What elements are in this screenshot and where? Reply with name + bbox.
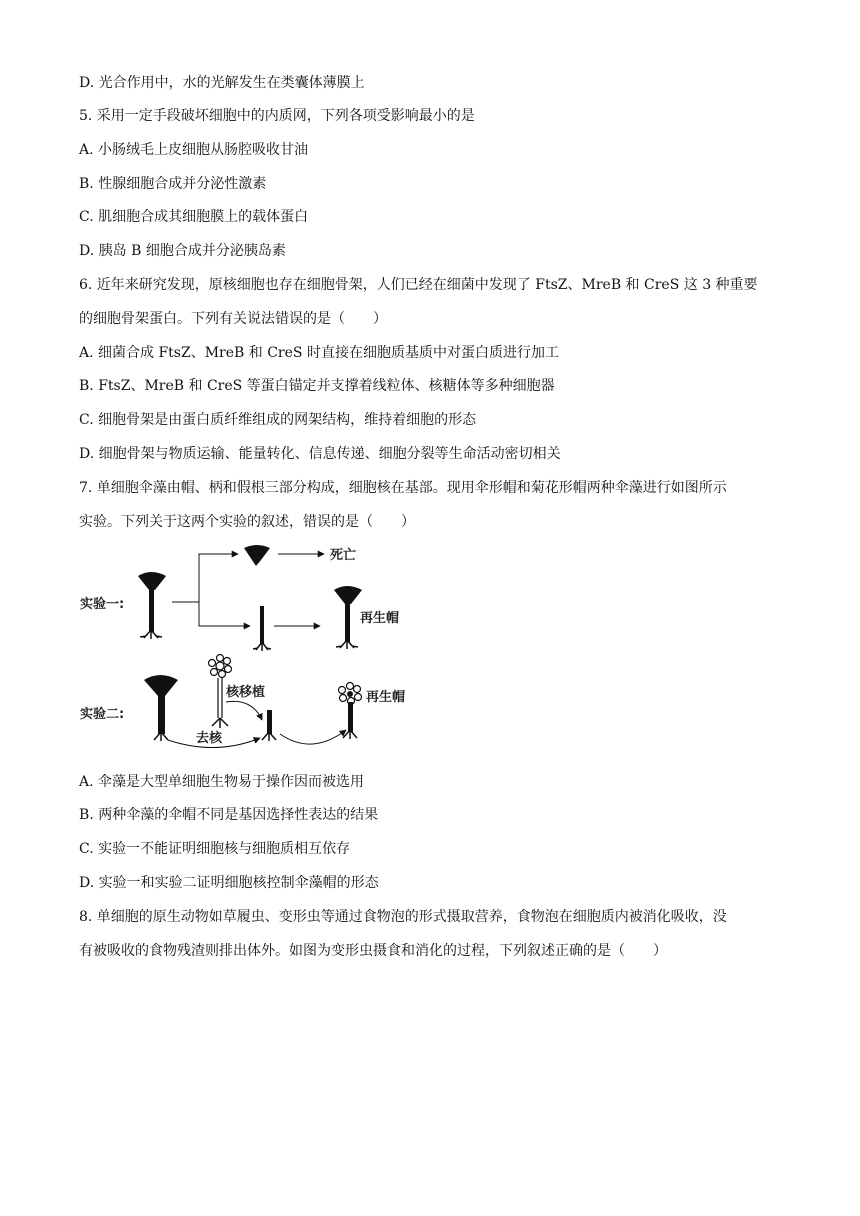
question-8: 8. 单细胞的原生动物如草履虫、变形虫等通过食物泡的形式摄取营养，食物泡在细胞质内被消化吸收，没: [79, 909, 727, 925]
option-b: B. FtsZ、MreB 和 CreS 等蛋白锚定并支撑着线粒体、核糖体等多种细胞器: [79, 378, 555, 394]
option-c: C. 实验一不能证明细胞核与细胞质相互依存: [79, 841, 351, 857]
option-a: A. 小肠绒毛上皮细胞从肠腔吸收甘油: [79, 142, 309, 158]
question-8-cont: 有被吸收的食物残渣则排出体外。如图为变形虫摄食和消化的过程，下列叙述正确的是（ ）: [79, 943, 667, 959]
arrow-to-cap: [172, 554, 238, 602]
option-d: D. 实验一和实验二证明细胞核控制伞藻帽的形态: [79, 875, 379, 891]
option-a: A. 细菌合成 FtsZ、MreB 和 CreS 时直接在细胞质基质中对蛋白质进行加工: [79, 345, 559, 361]
option-b: B. 性腺细胞合成并分泌性激素: [79, 176, 267, 192]
arrow-to-regen2: [280, 730, 346, 744]
experiment-diagram: [76, 542, 426, 752]
option-a: A. 伞藻是大型单细胞生物易于操作因而被选用: [79, 774, 365, 790]
exp2-label: 实验二:: [80, 707, 125, 722]
question-6: 6. 近年来研究发现，原核细胞也存在细胞骨架，人们已经在细菌中发现了 FtsZ、MreB 和 CreS 这 3 种重要: [79, 277, 758, 293]
question-5: 5. 采用一定手段破坏细胞中的内质网，下列各项受影响最小的是: [79, 108, 475, 124]
umbrella-alga-intact: [138, 572, 166, 639]
question-6-cont: 的细胞骨架蛋白。下列有关说法错误的是（ ）: [79, 311, 387, 327]
question-7: 7. 单细胞伞藻由帽、柄和假根三部分构成，细胞核在基部。现用伞形帽和菊花形帽两种伞藻进行如图所示: [79, 480, 727, 496]
regen-cap-label-1: 再生帽: [360, 611, 400, 626]
option-b: B. 两种伞藻的伞帽不同是基因选择性表达的结果: [79, 807, 379, 823]
recipient-stalk: [262, 710, 276, 741]
enucleate-label: 去核: [196, 731, 223, 746]
question-7-cont: 实验。下列关于这两个实验的叙述，错误的是（ ）: [79, 514, 415, 530]
option-d: D. 细胞骨架与物质运输、能量转化、信息传递、细胞分裂等生命活动密切相关: [79, 446, 561, 462]
option-d: D. 胰岛 B 细胞合成并分泌胰岛素: [79, 243, 286, 259]
exp1-label: 实验一:: [80, 597, 125, 612]
arrow-to-stalk: [199, 602, 250, 626]
stalk-with-rhizoid: [253, 606, 271, 651]
arrow-nuclear-transfer: [226, 701, 262, 720]
text-line: D. 光合作用中，水的光解发生在类囊体薄膜上: [79, 75, 365, 91]
acetabularia-experiment-figure: [76, 542, 426, 752]
nuclear-transfer-label: 核移植: [226, 685, 266, 700]
death-label: 死亡: [330, 548, 357, 563]
option-c: C. 细胞骨架是由蛋白质纤维组成的网架结构，维持着细胞的形态: [79, 412, 477, 428]
option-c: C. 肌细胞合成其细胞膜上的载体蛋白: [79, 209, 309, 225]
umbrella-alga-donor: [144, 675, 178, 741]
regen-cap-label-2: 再生帽: [366, 690, 406, 705]
cut-cap-piece: [244, 545, 270, 566]
regenerated-chrysanthemum-alga: [339, 683, 362, 740]
regenerated-umbrella-alga: [334, 586, 362, 649]
